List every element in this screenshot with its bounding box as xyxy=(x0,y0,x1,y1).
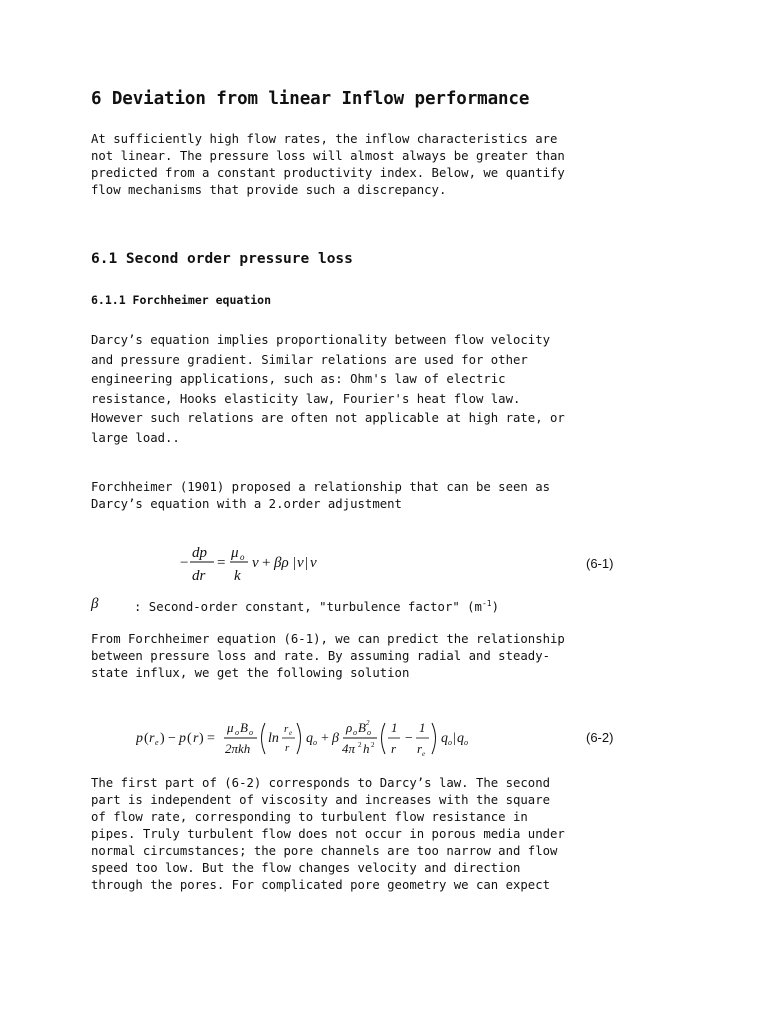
subsection-heading: 6.1 Second order pressure loss xyxy=(91,251,353,267)
svg-text:q: q xyxy=(306,731,313,746)
svg-text:o: o xyxy=(464,738,468,747)
text-line: speed too low. But the flow changes velocity and direction xyxy=(91,861,521,875)
svg-text:(: ( xyxy=(187,731,192,746)
beta-definition-text: : Second-order constant, "turbulence factor" (m xyxy=(134,600,482,615)
svg-text:2: 2 xyxy=(366,719,370,727)
svg-text:B: B xyxy=(240,720,248,735)
svg-text:1: 1 xyxy=(391,720,398,735)
beta-definition-close: ) xyxy=(491,600,500,615)
svg-text:+: + xyxy=(262,555,271,571)
text-line: part is independent of viscosity and increases with the square xyxy=(91,793,551,807)
text-line: At sufficiently high flow rates, the inflow characteristics are xyxy=(91,132,558,146)
svg-text:1: 1 xyxy=(419,720,426,735)
svg-text:μ: μ xyxy=(227,720,234,735)
svg-text:−: − xyxy=(180,555,189,571)
section-heading: 6 Deviation from linear Inflow performance xyxy=(91,89,530,109)
text-line: through the pores. For complicated pore geometry we can expect xyxy=(91,878,551,892)
text-line: Forchheimer (1901) proposed a relationship that can be seen as xyxy=(91,480,551,494)
svg-text:o: o xyxy=(353,728,357,737)
svg-text:r: r xyxy=(285,742,290,754)
svg-text:h: h xyxy=(363,741,370,756)
svg-text:B: B xyxy=(358,720,366,735)
text-line: large load.. xyxy=(91,430,180,445)
svg-text:): ) xyxy=(160,731,165,746)
text-line: resistance, Hooks elasticity law, Fourier's heat flow law. xyxy=(91,391,521,406)
text-line: and pressure gradient. Similar relations are used for other xyxy=(91,352,528,367)
text-line: Darcy’s equation with a 2.order adjustment xyxy=(91,497,402,511)
svg-text:r: r xyxy=(391,741,397,756)
text-line: However such relations are often not applicable at high rate, or xyxy=(91,411,565,425)
svg-text:μ: μ xyxy=(231,545,239,561)
svg-text:o: o xyxy=(313,738,317,747)
equation-number: (6-2) xyxy=(586,730,614,745)
svg-text:e: e xyxy=(155,738,159,747)
text-line: engineering applications, such as: Ohm's law of electric xyxy=(91,372,506,386)
intro-paragraph xyxy=(91,131,565,199)
svg-text:|: | xyxy=(305,555,309,571)
svg-text:4π: 4π xyxy=(342,741,356,756)
svg-text:e: e xyxy=(422,750,426,758)
svg-text:ln: ln xyxy=(268,731,279,746)
svg-text:v: v xyxy=(252,555,259,571)
text-line: From Forchheimer equation (6-1), we can predict the relationship xyxy=(91,632,565,646)
svg-text:e: e xyxy=(289,729,293,737)
text-line: predicted from a constant productivity index. Below, we quantify xyxy=(91,166,565,180)
text-line: flow mechanisms that provide such a discrepancy. xyxy=(91,183,447,197)
svg-text:o: o xyxy=(448,738,452,747)
text-line: state influx, we get the following solution xyxy=(91,666,410,680)
svg-text:(: ( xyxy=(144,731,149,746)
svg-text:2πkh: 2πkh xyxy=(225,741,251,756)
svg-text:2: 2 xyxy=(358,741,362,749)
svg-text:p: p xyxy=(179,731,186,746)
svg-text:p: p xyxy=(136,731,143,746)
discussion-paragraph xyxy=(91,775,565,894)
beta-symbol: β xyxy=(91,596,99,612)
svg-text:−: − xyxy=(405,731,413,746)
text-line: between pressure loss and rate. By assuming radial and steady- xyxy=(91,649,551,663)
svg-text:v: v xyxy=(310,555,317,571)
svg-text:|: | xyxy=(453,731,456,746)
equation-6-1 xyxy=(180,540,350,586)
subsubsection-heading: 6.1.1 Forchheimer equation xyxy=(91,293,272,307)
forchheimer-paragraph xyxy=(91,479,550,513)
text-line: normal circumstances; the pore channels are too narrow and flow xyxy=(91,844,558,858)
svg-text:r: r xyxy=(149,731,155,746)
svg-text:dp: dp xyxy=(192,545,207,561)
beta-definition xyxy=(134,599,499,614)
beta-unit-exponent: -1 xyxy=(481,599,492,608)
text-line: of flow rate, corresponding to turbulent flow resistance in xyxy=(91,810,528,824)
svg-text:+: + xyxy=(321,731,329,746)
svg-text:βρ: βρ xyxy=(274,555,289,571)
svg-text:v: v xyxy=(297,555,304,571)
svg-text:o: o xyxy=(249,728,253,737)
equation-6-2 xyxy=(136,713,486,763)
svg-text:q: q xyxy=(441,731,448,746)
svg-text:r: r xyxy=(284,723,289,735)
svg-text:r: r xyxy=(193,731,199,746)
svg-text:o: o xyxy=(240,552,245,562)
svg-text:): ) xyxy=(199,731,204,746)
svg-text:k: k xyxy=(234,568,241,584)
svg-text:2: 2 xyxy=(371,741,375,749)
svg-text:dr: dr xyxy=(192,568,206,584)
svg-text:r: r xyxy=(417,741,423,756)
text-line: pipes. Truly turbulent flow does not occur in porous media under xyxy=(91,827,565,841)
svg-text:o: o xyxy=(367,728,371,737)
svg-text:−: − xyxy=(168,731,176,746)
svg-text:β: β xyxy=(332,731,339,746)
svg-text:=: = xyxy=(217,555,226,571)
text-line: not linear. The pressure loss will almost always be greater than xyxy=(91,149,565,163)
text-line: The first part of (6-2) corresponds to Darcy’s law. The second xyxy=(91,776,551,790)
equation-number: (6-1) xyxy=(586,556,614,571)
text-line: Darcy’s equation implies proportionality between flow velocity xyxy=(91,333,551,347)
svg-text:ρ: ρ xyxy=(346,720,353,735)
svg-text:|: | xyxy=(293,555,297,571)
svg-text:=: = xyxy=(207,731,215,746)
solution-paragraph xyxy=(91,631,565,682)
svg-text:o: o xyxy=(235,728,239,737)
svg-text:q: q xyxy=(457,731,464,746)
darcy-paragraph xyxy=(91,331,565,448)
